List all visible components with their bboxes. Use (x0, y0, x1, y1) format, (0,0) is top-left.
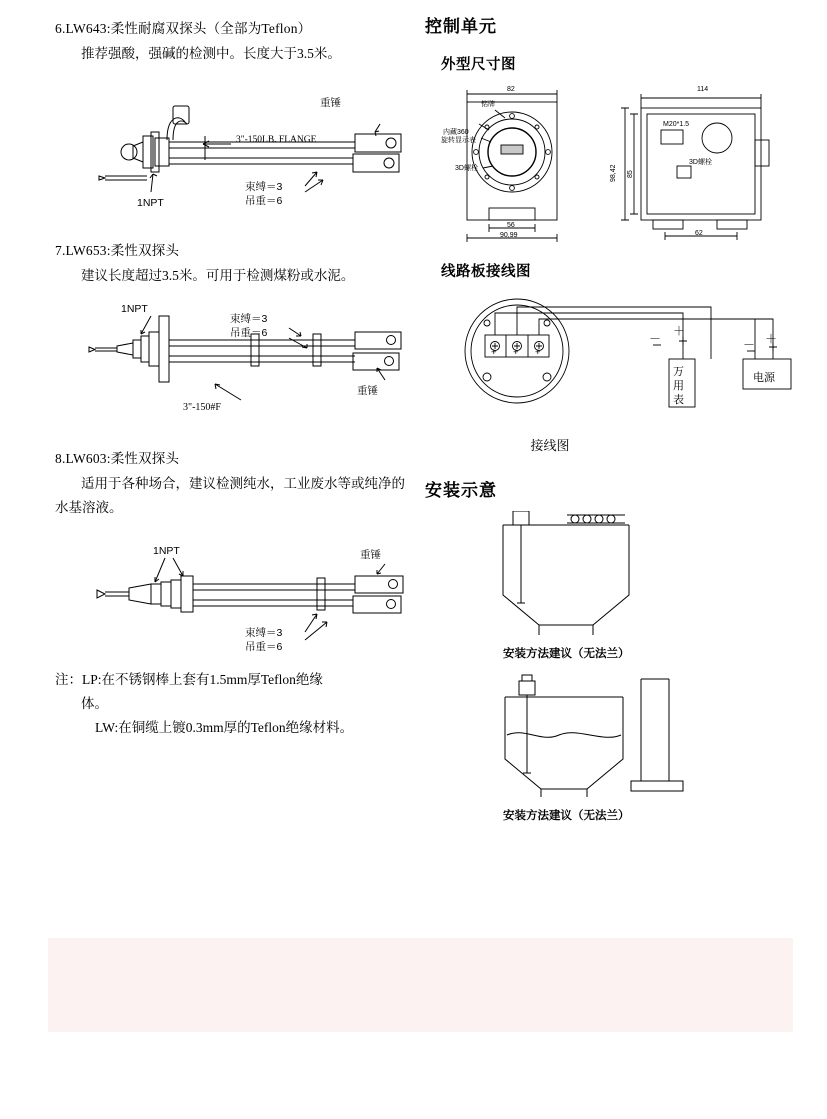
meter-label-char1: 万 (673, 366, 684, 378)
power-label: 电源 (753, 372, 775, 384)
lw643-title: 6.LW643:柔性耐腐双探头（全部为Teflon） (55, 21, 312, 36)
dim-note-bolt-left: 3D螺栓 (455, 165, 478, 172)
note-line-2: 体。 (81, 696, 108, 711)
lw643-npt-label: 1NPT (137, 197, 164, 209)
dim-label-62: 62 (695, 230, 703, 237)
dim-note-inner-2: 旋转显示表 (441, 137, 476, 144)
dim-label-85: 85 (627, 170, 634, 178)
lw643-body: 推荐强酸，强碱的检测中。长度大于3.5米。 (81, 46, 341, 61)
lw643-weight-label: 重锤 (320, 97, 341, 109)
install-tank-caption: 安装方法建议（无法兰） (503, 810, 630, 822)
dim-label-82: 82 (507, 86, 515, 93)
minus-sign-1: － (649, 332, 662, 346)
control-unit-dimension-drawing (425, 82, 797, 244)
lw603-title: 8.LW603:柔性双探头 (55, 451, 180, 466)
lw643-flange-label: 3"-150LB. FLANGE (236, 135, 317, 145)
footer-band (48, 938, 793, 1032)
control-unit-heading: 控制单元 (425, 17, 497, 36)
lw653-weight-label: 重锤 (357, 385, 378, 397)
lw653-npt-label: 1NPT (121, 303, 148, 315)
note-line-1: 注：LP:在不锈钢棒上套有1.5mm厚Teflon绝缘 (55, 672, 323, 687)
dim-note-nameplate: 铭牌 (481, 101, 495, 108)
lw603-npt-label: 1NPT (153, 545, 180, 557)
lw653-hang-label: 吊重＝6 (230, 327, 268, 339)
lw603-probe-diagram (55, 532, 415, 662)
install-silo-diagram (425, 511, 797, 641)
lw603-bundle-label: 束缚＝3 (245, 627, 283, 639)
lw603-body: 适用于各种场合，建议检测纯水，工业废水等或纯净的水基溶液。 (55, 476, 405, 515)
dim-label-9099: 90,99 (500, 232, 518, 239)
lw643-hang-label: 吊重＝6 (245, 195, 283, 207)
meter-label-char3: 表 (673, 394, 684, 406)
right-column (425, 12, 797, 823)
lw653-body: 建议长度超过3.5米。可用于检测煤粉或水泥。 (81, 268, 355, 283)
note-line-3: LW:在铜缆上镀0.3mm厚的Teflon绝缘材料。 (95, 720, 354, 735)
lw653-flange-label: 3"-150#F (183, 402, 221, 413)
wiring-caption: 接线图 (530, 438, 570, 453)
section-lw653 (55, 240, 415, 438)
left-column (55, 18, 415, 740)
dim-label-56: 56 (507, 222, 515, 229)
plus-sign-1: ＋ (673, 324, 686, 338)
lw653-title: 7.LW653:柔性双探头 (55, 243, 180, 258)
note-block (55, 668, 415, 740)
section-lw643 (55, 18, 415, 226)
lw653-bundle-label: 束缚＝3 (230, 313, 268, 325)
section-lw603 (55, 448, 415, 662)
lw603-weight-label: 重锤 (360, 549, 381, 561)
plus-sign-2: ＋ (765, 332, 778, 346)
minus-sign-2: － (743, 338, 756, 352)
dimension-heading: 外型尺寸图 (441, 57, 516, 73)
terminal-plus-3: + (535, 347, 541, 358)
install-tank-diagram (425, 673, 797, 803)
meter-label-char2: 用 (673, 380, 684, 392)
dim-label-114: 114 (697, 86, 709, 93)
dim-note-inner-1: 内藏360 (443, 129, 469, 136)
terminal-plus-2: + (513, 347, 519, 358)
install-heading: 安装示意 (425, 481, 497, 500)
dim-note-bolt-right: 3D螺栓 (689, 159, 712, 166)
terminal-plus-1: + (491, 347, 497, 358)
lw643-bundle-label: 束缚＝3 (245, 181, 283, 193)
wiring-heading: 线路板接线图 (441, 264, 531, 280)
pcb-wiring-diagram (425, 293, 797, 433)
lw653-probe-diagram (55, 298, 415, 438)
install-silo-caption: 安装方法建议（无法兰） (503, 648, 630, 660)
dim-label-9842: 98,42 (610, 164, 617, 182)
lw643-probe-diagram (55, 76, 415, 226)
lw603-hang-label: 吊重＝6 (245, 641, 283, 653)
dim-note-m20: M20*1.5 (663, 121, 690, 128)
